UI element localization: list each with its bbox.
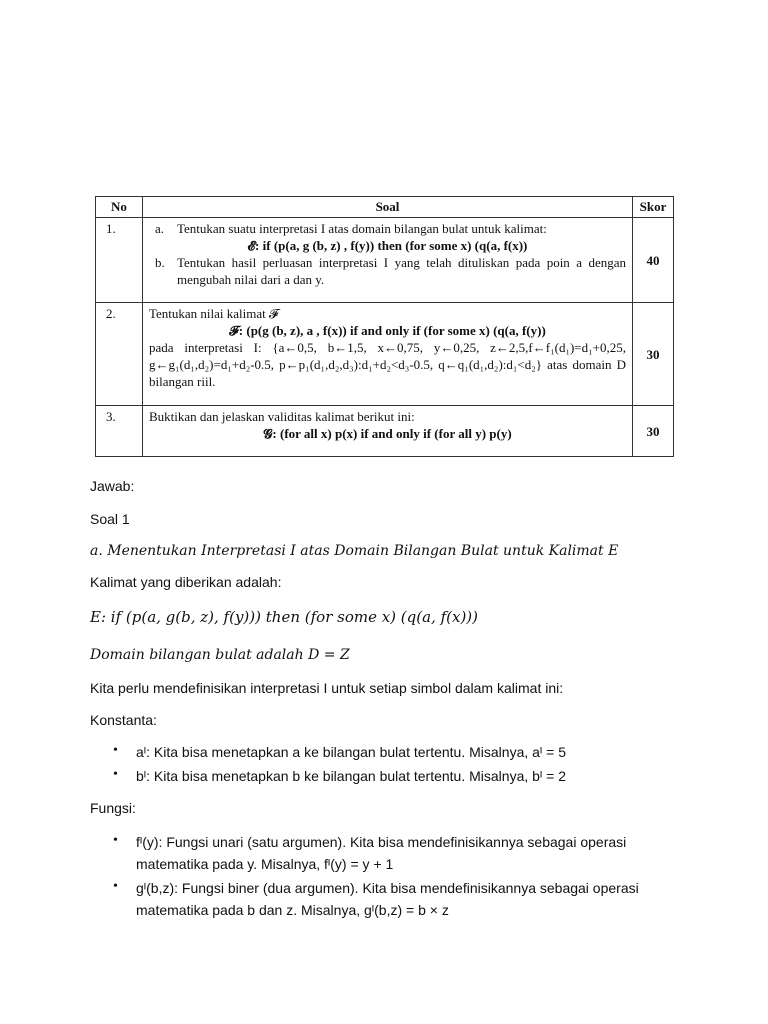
list-item: aᴵ: Kita bisa menetapkan a ke bilangan bulat tertentu. Misalnya, aᴵ = 5 <box>136 744 567 760</box>
table-header-row <box>96 197 674 218</box>
row-number: 1. <box>96 218 143 303</box>
define-intro: Kita perlu mendefinisikan interpretasi I untuk setiap simbol dalam kalimat ini: <box>90 680 564 696</box>
list-item: gᴵ(b,z): Fungsi biner (dua argumen). Kita bisa mendefinisikannya sebagai operasi matematika pada b dan z. Misalnya, gᴵ(b,z) = b × z <box>136 880 639 918</box>
header-skor: Skor <box>633 197 674 218</box>
question-cell <box>143 218 633 303</box>
bullet: • <box>113 743 118 758</box>
sub-text: Tentukan suatu interpretasi I atas domain bilangan bulat untuk kalimat: <box>177 221 547 236</box>
list-item: fᴵ(y): Fungsi unari (satu argumen). Kita bisa mendefinisikannya sebagai operasi matematika pada y. Misalnya, fᴵ(y) = y + 1 <box>136 834 627 872</box>
question-cell <box>143 303 633 406</box>
score-cell: 30 <box>633 303 674 406</box>
question-intro: Buktikan dan jelaskan validitas kalimat berikut ini: <box>149 409 415 424</box>
fungsi-label: Fungsi: <box>90 800 136 816</box>
score-cell: 40 <box>633 218 674 303</box>
answer-label: Jawab: <box>90 478 135 494</box>
sub-label: b. <box>155 255 165 270</box>
bullet: • <box>113 879 118 894</box>
list-item: bᴵ: Kita bisa menetapkan b ke bilangan bulat tertentu. Misalnya, bᴵ = 2 <box>136 768 567 784</box>
formula-e: 𝓔: if (p(a, g (b, z) , f(y)) then (for some x) (q(a, f(x)) <box>247 238 528 253</box>
bullet: • <box>113 833 118 848</box>
konstanta-label: Konstanta: <box>90 712 157 728</box>
row-number: 2. <box>96 303 143 406</box>
interpretation-text: pada interpretasi I: {a←0,5, b←1,5, x←0,75, y←0,25, z←2,5,f←f₁(d₁)=d₁+0,25, g←g₁(d₁,d₂)=d₁+d₂-0.5, p←p₁(d₁,d₂,d₃):d₁+d₂<d₃-0.5, q←q₁(d₁,d₂):d₁<d₂} atas domain D bilangan riil. <box>149 340 626 389</box>
row-number: 3. <box>96 406 143 457</box>
table-row <box>96 303 674 406</box>
header-soal: Soal <box>143 197 633 218</box>
domain-statement: Domain bilangan bulat adalah D = Z <box>90 647 350 663</box>
question-cell <box>143 406 633 457</box>
sub-text: Tentukan hasil perluasan interpretasi I yang telah dituliskan pada poin a dengan mengubah nilai dari a dan y. <box>177 255 626 287</box>
sub-question-a <box>149 220 626 237</box>
soal-1-heading: Soal 1 <box>90 511 130 527</box>
table-row <box>96 406 674 457</box>
formula-g: 𝓖: (for all x) p(x) if and only if (for all y) p(y) <box>263 426 512 441</box>
section-a-heading: a. Menentukan Interpretasi I atas Domain Bilangan Bulat untuk Kalimat E <box>90 543 619 559</box>
bullet: • <box>113 767 118 782</box>
table-row <box>96 218 674 303</box>
header-no: No <box>96 197 143 218</box>
score-cell: 30 <box>633 406 674 457</box>
formula-f: 𝓕: (p(g (b, z), a , f(x)) if and only if (for some x) (q(a, f(y)) <box>229 323 546 338</box>
formula-e-answer: E: if (p(a, g(b, z), f(y))) then (for some x) (q(a, f(x))) <box>90 608 479 626</box>
question-intro: Tentukan nilai kalimat 𝓕 <box>149 306 279 321</box>
question-table <box>95 196 674 457</box>
kalimat-intro: Kalimat yang diberikan adalah: <box>90 574 282 590</box>
sub-question-b <box>149 254 626 288</box>
sub-label: a. <box>155 221 165 236</box>
